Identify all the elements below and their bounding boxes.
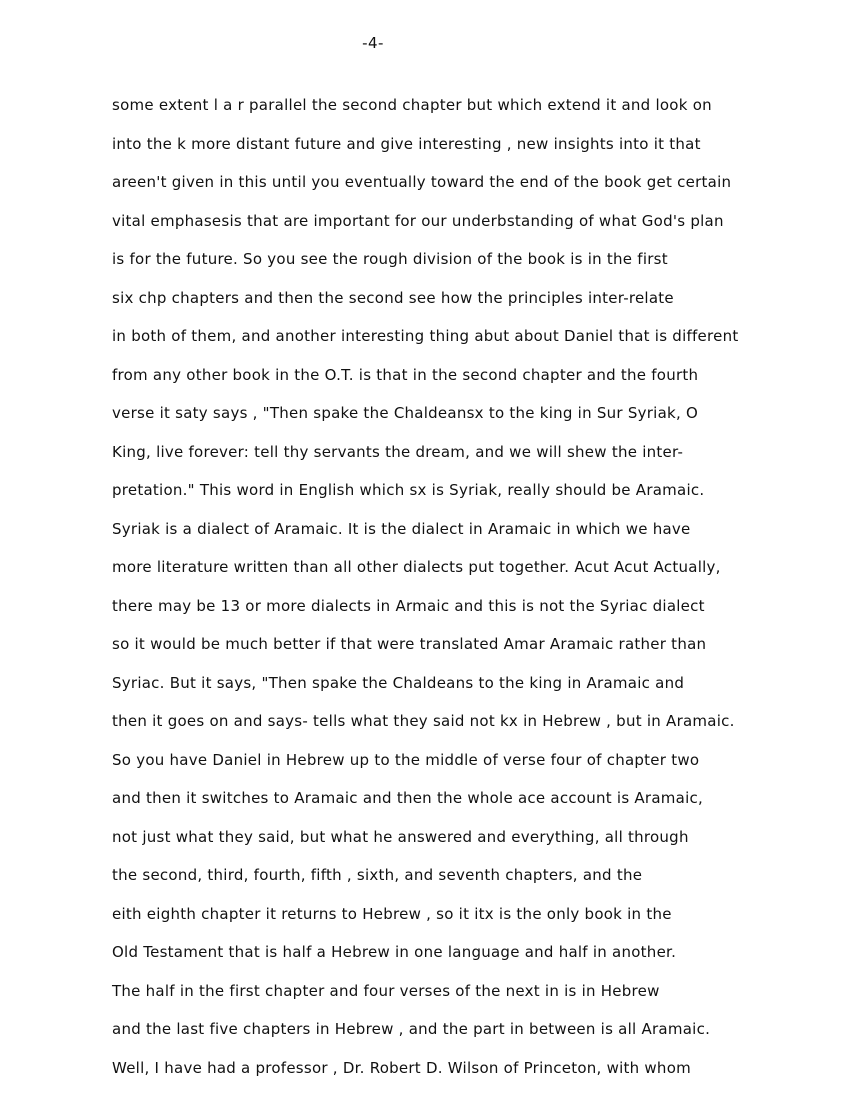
text-line: vital emphasesis that are important for our underbstanding of what God's plan <box>112 211 724 230</box>
text-line: Syriak is a dialect of Aramaic. It is the dialect in Aramaic in which we have <box>112 519 691 538</box>
text-line: and then it switches to Aramaic and then the whole ace account is Aramaic, <box>112 789 704 807</box>
text-line: some extent l a r parallel the second chapter but which extend it and look on <box>112 96 712 114</box>
text-line: pretation." This word in English which sx is Syriak, really should be Aramaic. <box>112 481 705 499</box>
page-number: -4- <box>362 34 384 52</box>
body-text <box>112 94 812 1095</box>
text-line: from any other book in the O.T. is that in the second chapter and the fourth <box>112 365 699 384</box>
text-line: then it goes on and says- tells what they said not kx in Hebrew , but in Aramaic. <box>112 712 735 730</box>
text-line: not just what they said, but what he answered and everything, all through <box>112 827 689 846</box>
text-line: verse it saty says , "Then spake the Chaldeansx to the king in Sur Syriak, O <box>112 404 699 422</box>
text-line: so it would be much better if that were translated Amar Aramaic rather than <box>112 635 707 653</box>
text-line: areen't given in this until you eventually toward the end of the book get certain <box>112 173 732 191</box>
text-line: King, live forever: tell thy servants the dream, and we will shew the inter- <box>112 442 684 461</box>
text-line: Syriac. But it says, "Then spake the Chaldeans to the king in Aramaic and <box>112 673 685 692</box>
text-line: more literature written than all other dialects put together. Acut Acut Actually, <box>112 558 721 576</box>
text-line: is for the future. So you see the rough division of the book is in the first <box>112 250 668 268</box>
text-line: and the last five chapters in Hebrew , and the part in between is all Aramaic. <box>112 1020 711 1038</box>
text-line: into the k more distant future and give interesting , new insights into it that <box>112 134 701 153</box>
text-line: Old Testament that is half a Hebrew in one language and half in another. <box>112 943 677 961</box>
text-line: So you have Daniel in Hebrew up to the middle of verse four of chapter two <box>112 750 700 769</box>
text-line: Well, I have had a professor , Dr. Robert D. Wilson of Princeton, with whom <box>112 1058 691 1077</box>
text-line: six chp chapters and then the second see how the principles inter-relate <box>112 288 674 307</box>
text-line: eith eighth chapter it returns to Hebrew , so it itx is the only book in the <box>112 904 672 923</box>
text-line: in both of them, and another interesting thing abut about Daniel that is different <box>112 327 739 345</box>
text-line: the second, third, fourth, fifth , sixth, and seventh chapters, and the <box>112 866 643 884</box>
text-line: there may be 13 or more dialects in Armaic and this is not the Syriac dialect <box>112 596 705 615</box>
text-line: The half in the first chapter and four verses of the next in is in Hebrew <box>112 981 660 1000</box>
